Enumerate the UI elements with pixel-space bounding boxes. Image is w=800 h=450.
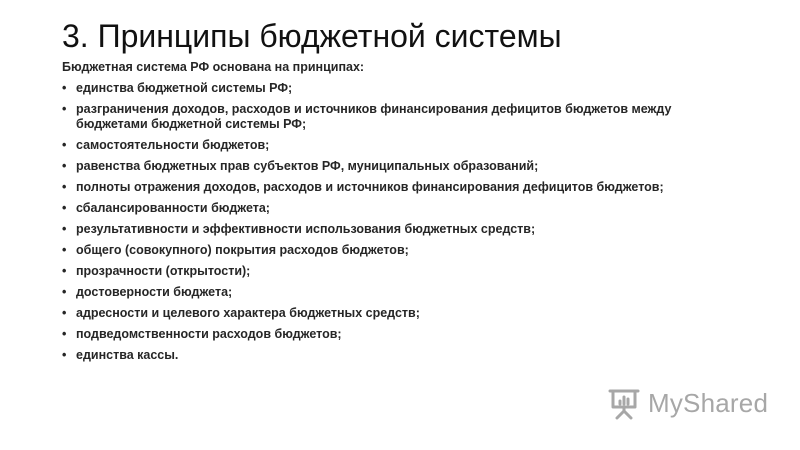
bullet-icon: • (62, 81, 67, 95)
bullet-icon: • (62, 285, 67, 299)
bullet-icon: • (62, 159, 67, 173)
list-item-text: разграничения доходов, расходов и источников финансирования дефицитов бюджетов между бюджетами бюджетной системы РФ; (76, 102, 672, 131)
list-item (62, 306, 742, 321)
list-item (62, 222, 742, 237)
principles-list (62, 81, 742, 363)
bullet-icon: • (62, 180, 67, 194)
slide-content (62, 60, 742, 369)
list-item-text: адресности и целевого характера бюджетных средств; (76, 306, 420, 320)
bullet-icon: • (62, 306, 67, 320)
list-item (62, 159, 742, 174)
list-item (62, 348, 742, 363)
watermark-text: MyShared (648, 387, 769, 418)
list-item-text: полноты отражения доходов, расходов и источников финансирования дефицитов бюджетов; (76, 180, 664, 194)
list-item (62, 180, 742, 195)
list-item (62, 102, 742, 132)
list-item-text: единства бюджетной системы РФ; (76, 81, 293, 95)
slide-title: 3. Принципы бюджетной системы (62, 18, 562, 54)
bullet-icon: • (62, 243, 67, 257)
list-item-text: единства кассы. (76, 348, 179, 362)
presentation-board-icon (606, 385, 642, 421)
list-item (62, 285, 742, 300)
list-item (62, 243, 742, 258)
list-item-text: равенства бюджетных прав субъектов РФ, муниципальных образований; (76, 159, 539, 173)
bullet-icon: • (62, 222, 67, 236)
bullet-icon: • (62, 348, 67, 362)
list-item-text: сбалансированности бюджета; (76, 201, 270, 215)
list-item (62, 264, 742, 279)
intro-text: Бюджетная система РФ основана на принципах: (62, 60, 365, 74)
list-item-text: прозрачности (открытости); (76, 264, 251, 278)
list-item (62, 327, 742, 342)
watermark[interactable] (606, 385, 768, 421)
list-item-text: самостоятельности бюджетов; (76, 138, 270, 152)
bullet-icon: • (62, 264, 67, 278)
bullet-icon: • (62, 327, 67, 341)
list-item (62, 81, 742, 96)
list-item (62, 201, 742, 216)
list-item (62, 138, 742, 153)
bullet-icon: • (62, 201, 67, 215)
bullet-icon: • (62, 102, 67, 116)
list-item-text: результативности и эффективности использования бюджетных средств; (76, 222, 536, 236)
list-item-text: подведомственности расходов бюджетов; (76, 327, 342, 341)
list-item-text: общего (совокупного) покрытия расходов бюджетов; (76, 243, 409, 257)
list-item-text: достоверности бюджета; (76, 285, 233, 299)
bullet-icon: • (62, 138, 67, 152)
